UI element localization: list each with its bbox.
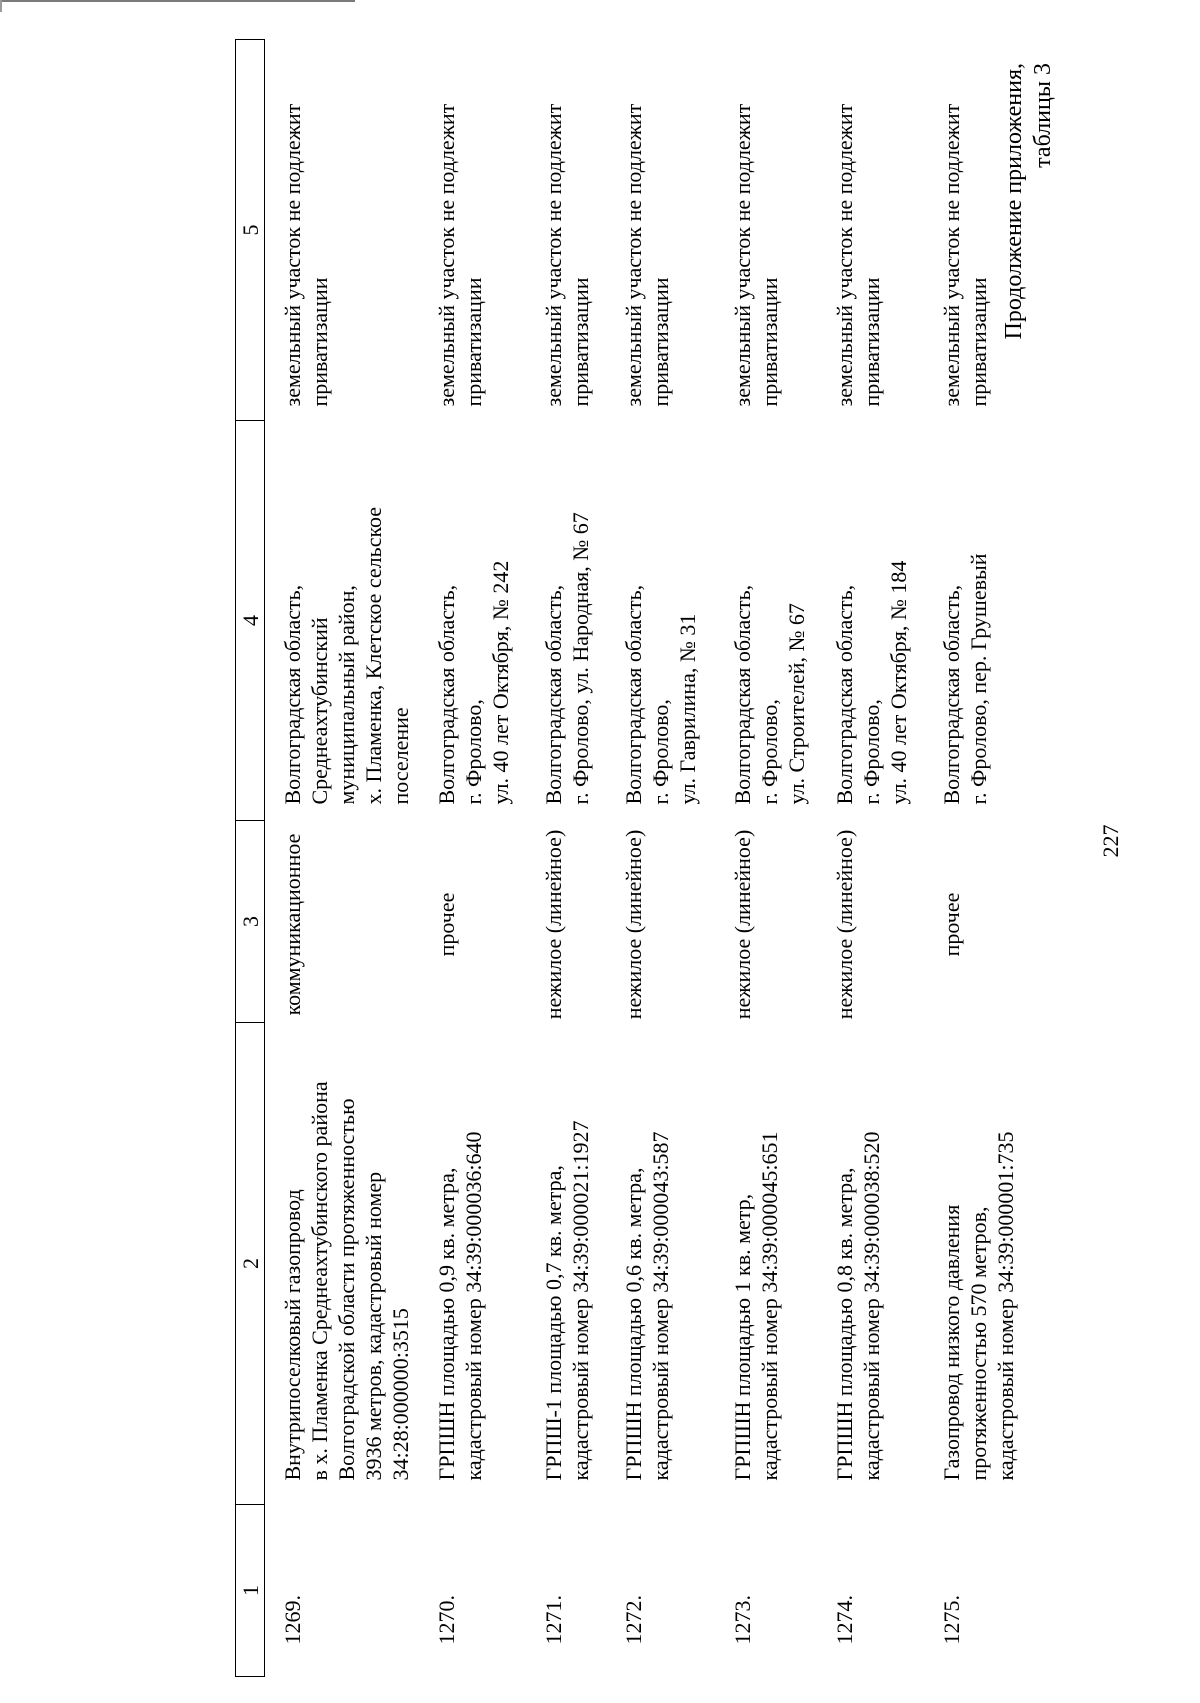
note-line: земельный участок не подлежит — [938, 103, 964, 407]
object-address — [620, 421, 729, 821]
object-note — [620, 40, 729, 421]
address-line: г. Фролово, ул. Народная, № 67 — [567, 512, 593, 805]
address-line: Волгоградская область, — [540, 584, 566, 805]
address-line: г. Фролово, — [460, 699, 486, 805]
object-type: коммуникационное — [280, 833, 305, 1016]
note-line: земельный участок не подлежит — [433, 103, 459, 407]
table-row — [433, 40, 540, 1677]
object-description — [831, 1023, 938, 1505]
note-line: приватизации — [647, 277, 673, 407]
object-address — [540, 421, 620, 821]
description-line: ГРПШН площадью 0,8 кв. метра, — [831, 1167, 857, 1481]
header-col-2: 2 — [236, 1023, 265, 1505]
address-line: х. Пламенка, Клетское сельское — [361, 506, 386, 805]
object-note — [831, 40, 938, 421]
description-line: протяженностью 570 метров, — [965, 1206, 991, 1481]
note-line: приватизации — [965, 277, 991, 407]
table-row — [729, 40, 831, 1677]
note-line: приватизации — [307, 277, 332, 407]
note-line: земельный участок не подлежит — [540, 103, 566, 407]
row-number: 1272. — [620, 1595, 646, 1645]
description-line: ГРПШН площадью 0,9 кв. метра, — [433, 1167, 459, 1481]
address-line: Среднеахтубинский — [307, 617, 332, 805]
row-number: 1269. — [280, 1595, 305, 1645]
address-line: поселение — [388, 707, 413, 805]
note-line: земельный участок не подлежит — [729, 103, 755, 407]
table-row — [620, 40, 729, 1677]
object-address — [433, 421, 540, 821]
object-type: нежилое (линейное) — [729, 829, 755, 1020]
description-line: кадастровый номер 34:39:000001:735 — [992, 1131, 1018, 1481]
object-address — [265, 421, 433, 821]
address-line: Волгоградская область, — [620, 584, 646, 805]
object-description — [540, 1023, 620, 1505]
continuation-note-line-2: таблицы 3 — [1030, 63, 1056, 168]
object-type: прочее — [433, 892, 459, 957]
object-type: нежилое (линейное) — [540, 829, 566, 1020]
note-line: приватизации — [567, 277, 593, 407]
description-line: Волгоградской области протяженностью — [334, 1098, 359, 1481]
address-line: ул. 40 лет Октября, № 184 — [885, 560, 911, 805]
description-line: кадастровый номер 34:39:000043:587 — [647, 1131, 673, 1481]
row-number: 1271. — [540, 1595, 566, 1645]
address-line: Волгоградская область, — [729, 584, 755, 805]
address-line: ул. 40 лет Октября, № 242 — [487, 560, 513, 805]
note-line: приватизации — [756, 277, 782, 407]
description-line: ГРПШН площадью 0,6 кв. метра, — [620, 1167, 646, 1481]
note-line: земельный участок не подлежит — [831, 103, 857, 407]
note-line: земельный участок не подлежит — [620, 103, 646, 407]
address-line: г. Фролово, пер. Грушевый — [965, 553, 991, 805]
note-line: приватизации — [460, 277, 486, 407]
description-line: в х. Пламенка Среднеахтубинского района — [307, 1081, 332, 1481]
address-line: ул. Строителей, № 67 — [783, 603, 809, 805]
description-line: кадастровый номер 34:39:000036:640 — [460, 1131, 486, 1481]
object-type: нежилое (линейное) — [831, 829, 857, 1020]
object-note — [265, 40, 433, 421]
object-note — [729, 40, 831, 421]
object-description — [938, 1023, 1038, 1505]
object-note — [433, 40, 540, 421]
address-line: г. Фролово, — [858, 699, 884, 805]
object-note — [540, 40, 620, 421]
header-col-3: 3 — [236, 821, 265, 1023]
description-line: кадастровый номер 34:39:000045:651 — [756, 1131, 782, 1481]
property-table — [235, 39, 1038, 1677]
description-line: кадастровый номер 34:39:000021:1927 — [567, 1120, 593, 1481]
row-number: 1270. — [433, 1595, 459, 1645]
table-row — [265, 40, 433, 1677]
address-line: Волгоградская область, — [831, 584, 857, 805]
description-line: ГРПШ-1 площадью 0,7 кв. метра, — [540, 1165, 566, 1481]
object-description — [265, 1023, 433, 1505]
table-row — [831, 40, 938, 1677]
description-line: 34:28:000000:3515 — [388, 1308, 413, 1481]
object-description — [433, 1023, 540, 1505]
address-line: муниципальный район, — [334, 585, 359, 805]
address-line: г. Фролово, — [647, 699, 673, 805]
note-line: земельный участок не подлежит — [280, 103, 305, 407]
object-note — [938, 40, 1038, 421]
object-description — [729, 1023, 831, 1505]
continuation-note-line-1: Продолжение приложения, — [1001, 63, 1027, 340]
address-line: Волгоградская область, — [938, 584, 964, 805]
note-line: приватизации — [858, 277, 884, 407]
description-line: кадастровый номер 34:39:000038:520 — [858, 1131, 884, 1481]
object-type: нежилое (линейное) — [620, 829, 646, 1020]
address-line: г. Фролово, — [756, 699, 782, 805]
description-line: ГРПШН площадью 1 кв. метр, — [729, 1193, 755, 1481]
page-number: 227 — [1098, 824, 1123, 858]
description-line: Газопровод низкого давления — [938, 1204, 964, 1481]
object-address — [831, 421, 938, 821]
table-row — [938, 40, 1038, 1677]
address-line: Волгоградская область, — [433, 584, 459, 805]
object-description — [620, 1023, 729, 1505]
description-line: Внутрипоселковый газопровод — [280, 1189, 305, 1481]
row-number: 1274. — [831, 1595, 857, 1645]
object-address — [938, 421, 1038, 821]
row-number: 1273. — [729, 1595, 755, 1645]
address-line: ул. Гаврилина, № 31 — [674, 613, 700, 805]
object-type: прочее — [938, 892, 964, 957]
header-col-4: 4 — [236, 421, 265, 821]
object-address — [729, 421, 831, 821]
address-line: Волгоградская область, — [280, 584, 305, 805]
row-number: 1275. — [938, 1595, 964, 1645]
header-col-5: 5 — [236, 40, 265, 421]
table-header-row — [236, 40, 265, 1677]
header-col-1: 1 — [236, 1505, 265, 1677]
table-row — [540, 40, 620, 1677]
description-line: 3936 метров, кадастровый номер — [361, 1171, 386, 1481]
